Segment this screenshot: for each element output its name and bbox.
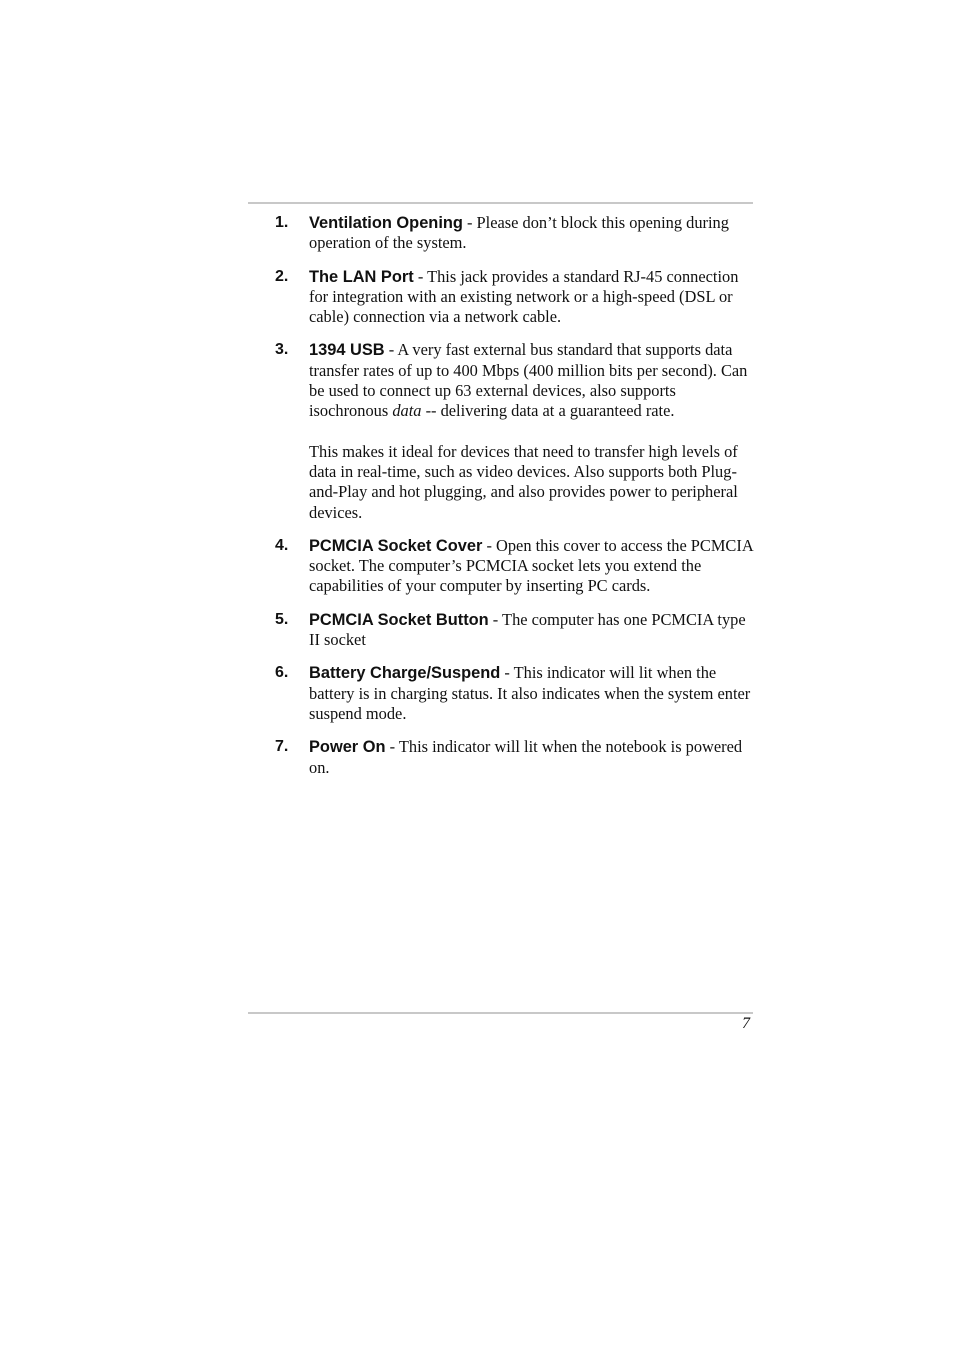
item-term: Ventilation Opening (309, 214, 463, 232)
item-term: Power On (309, 738, 386, 757)
list-item-ventilation-opening (275, 213, 755, 254)
item-term: 1394 USB (309, 341, 385, 360)
bottom-divider (248, 1012, 753, 1014)
item-number: 7. (275, 738, 289, 756)
item-term: Battery Charge/Suspend (309, 664, 501, 683)
page-number: 7 (742, 1015, 750, 1032)
list-item-power-on (275, 737, 755, 778)
item-description: - The computer has one PCMCIA type II socket (309, 609, 746, 650)
item-description: - This jack provides a standard RJ-45 connection for integration with an existing network or a high-speed (DSL or cable) connection via a network cable. (309, 266, 739, 327)
item-term: PCMCIA Socket Cover (309, 536, 483, 555)
item-description: - This indicator will lit when the battery is in charging status. It also indicates when the system enter suspend mode. (309, 663, 751, 723)
item-description-end: -- delivering data at a guaranteed rate. (421, 401, 675, 421)
item-term: PCMCIA Socket Button (309, 610, 489, 629)
item-description: - Open this cover to access the PCMCIA socket. The computer’s PCMCIA socket lets you extend the capabilities of your computer by inserting PC cards. (309, 535, 753, 596)
item-description: - This indicator will lit when the notebook is powered on. (309, 737, 743, 777)
top-divider (248, 202, 753, 204)
item-number: 2. (275, 267, 289, 285)
item-number: 3. (275, 341, 289, 359)
list-item-pcmcia-socket-button (275, 610, 755, 651)
item-number: 5. (275, 610, 289, 628)
item-second-paragraph: This makes it ideal for devices that need to transfer high levels of data in real-time, such as video devices. Also supports both Plug-and-Play and hot plugging, and also provides power to peripheral devices. (309, 441, 738, 522)
list-item-pcmcia-socket-cover (275, 536, 755, 597)
item-number: 6. (275, 664, 289, 682)
list-item-battery-charge-suspend (275, 663, 755, 724)
item-description: - A very fast external bus standard that supports data transfer rates of up to 400 Mbps (400 million bits per second). Can be used to connect up 63 external devices, also supports isochronous (309, 340, 748, 421)
list-item-lan-port (275, 267, 755, 328)
list-item-1394-usb (275, 340, 755, 522)
item-number: 1. (275, 214, 289, 231)
feature-list (275, 213, 755, 791)
item-description: - Please don’t block this opening during operation of the system. (309, 213, 729, 253)
item-emphasis: data (392, 401, 422, 421)
item-number: 4. (275, 536, 289, 554)
item-term: The LAN Port (309, 267, 414, 286)
